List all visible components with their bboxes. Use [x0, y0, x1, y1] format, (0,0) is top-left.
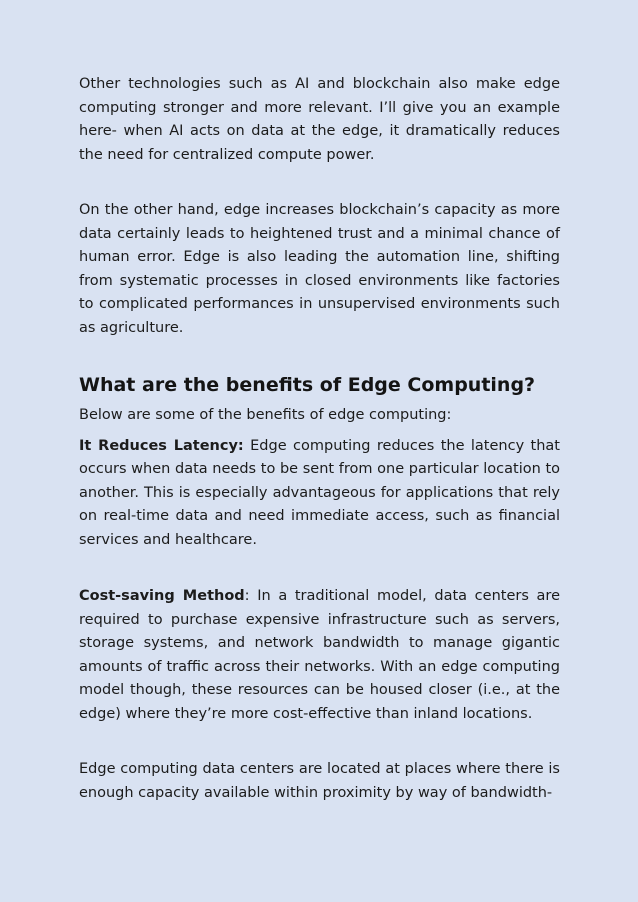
document-page — [79, 73, 560, 805]
paragraph-ai-blockchain: Other technologies such as AI and blockchain also make edge computing stronger and more relevant. I’ll give you an example here- when AI acts on data at the edge, it dramatically reduces the need for centralized compute power. — [79, 76, 560, 163]
paragraph-blockchain-capacity: On the other hand, edge increases blockchain’s capacity as more data certainly leads to heightened trust and a minimal chance of human error. Edge is also leading the automation line, shifting from systematic processes in closed environments like factories to complicated performances in unsupervised environments such as agriculture. — [79, 202, 560, 336]
benefit-cost-text: : In a traditional model, data centers are required to purchase expensive infrastructure such as servers, storage systems, and network bandwidth to manage gigantic amounts of traffic across their networks. With an edge computing model though, these resources can be housed closer (i.e., at the edge) where they’re more cost-effective than inland locations. — [79, 588, 560, 722]
benefit-cost-title: Cost-saving Method — [79, 588, 245, 604]
benefit-latency-text: Edge computing reduces the latency that occurs when data needs to be sent from one particular location to another. This is especially advantageous for applications that rely on real-time data and need immediate access, such as financial services and healthcare. — [79, 437, 560, 548]
benefit-latency — [79, 435, 560, 553]
section-heading: What are the benefits of Edge Computing? — [79, 374, 536, 396]
section-intro: Below are some of the benefits of edge computing: — [79, 407, 452, 423]
benefit-latency-title: It Reduces Latency: — [79, 437, 244, 454]
benefit-cost-saving — [79, 585, 560, 726]
paragraph-closing: Edge computing data centers are located at places where there is enough capacity available within proximity by way of bandwidth- — [79, 761, 560, 801]
